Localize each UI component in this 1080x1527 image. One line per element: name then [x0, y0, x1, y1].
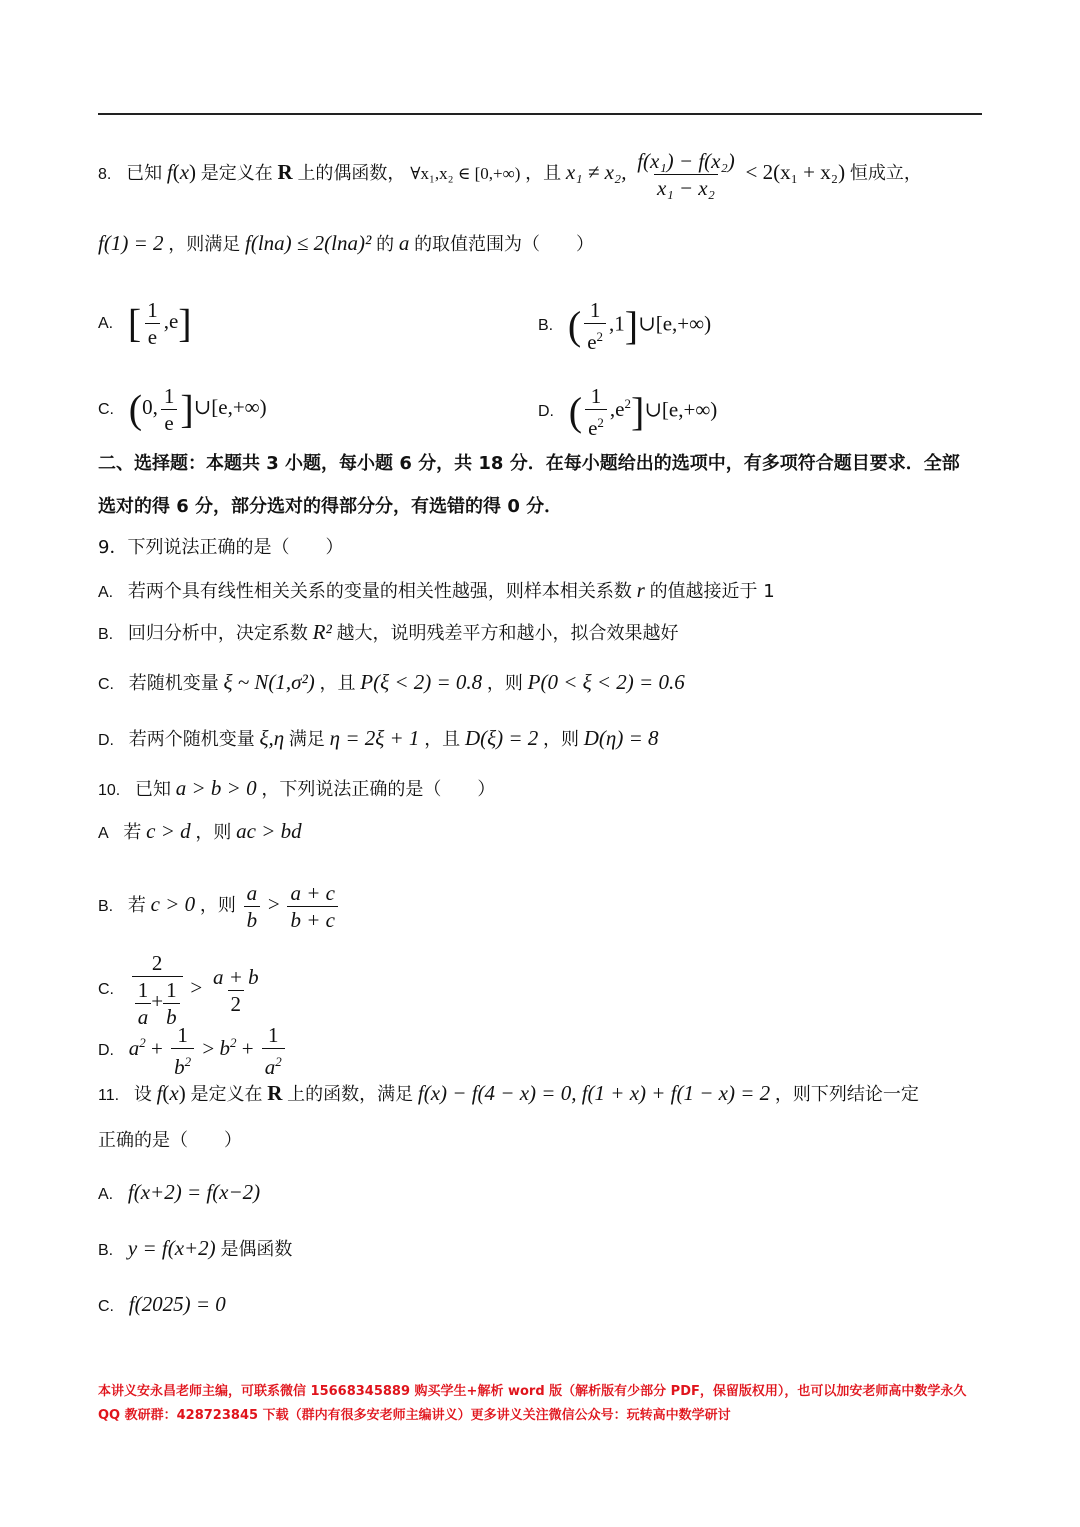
- q11-line1: 11. 设 f(x) 是定义在 R 上的函数，满足 f(x) − f(4 − x) = 0, f(1 + x) + f(1 − x) = 2 ，则下列结论一定: [98, 1081, 919, 1105]
- q11-option-b[interactable]: B. y = f(x+2) 是偶函数: [98, 1236, 293, 1260]
- section2-line2: 选对的得 6 分，部分选对的得部分分，有选错的得 0 分．: [98, 496, 563, 517]
- q9-option-a[interactable]: A. 若两个具有线性相关关系的变量的相关性越强，则样本相关系数 r 的值越接近于 1: [98, 578, 775, 602]
- q10-option-b[interactable]: B. 若 c > 0 ，则 $\frac{a}{b}$ > $\frac{a + c}{b + c}$: [98, 880, 982, 933]
- q10-option-c[interactable]: C. 2 $\frac{1}{a}$ + $\frac{1}{b}$ > $\frac{a + b}{2}$: [98, 951, 259, 1029]
- q8-line2: f(1) = 2 ，则满足 f(lna) ≤ 2(lna)² 的 a 的取值范围为（ ）: [98, 231, 595, 255]
- q8-option-a[interactable]: A. [ $\frac{1}{e}$ ,e]: [98, 298, 192, 349]
- q8-difference-quotient: $\frac{\text{f(x₁) − f(x₂)}}{\text{x₁ − x₂}}$: [637, 149, 735, 200]
- q9-option-d[interactable]: D. 若两个随机变量 ξ,η 满足 η = 2ξ + 1 ，且 D(ξ) = 2 ，则 D(η) = 8: [98, 726, 659, 750]
- q11-option-c[interactable]: C. f(2025) = 0: [98, 1292, 226, 1316]
- q8-option-d[interactable]: D. ( $\frac{1}{e^2}$ $,e^2]\cup[e,+\infty)$: [538, 384, 718, 440]
- q10-option-a[interactable]: A 若 c > d ，则 ac > bd: [98, 819, 302, 843]
- q9-option-c[interactable]: C. 若随机变量 ξ ~ N(1,σ²) ，且 P(ξ < 2) = 0.8 ，则 P(0 < ξ < 2) = 0.6: [98, 670, 685, 694]
- q9-option-b[interactable]: B. 回归分析中，决定系数 R² 越大，说明残差平方和越小，拟合效果越好: [98, 620, 679, 644]
- q8-option-c[interactable]: C. (0, $\frac{1}{e}$ ]∪[e,+∞): [98, 384, 267, 435]
- q8-forall: ∀x₁,x₂ ∈ [0,+∞): [410, 163, 521, 183]
- q8-line1: 8. 已知 f(x) 是定义在 R 上的偶函数， ∀x₁,x₂ ∈ [0,+∞) ，且 x₁ ≠ x₂, $\frac{\text{f(x₁) − f(x₂)}}{\text{x₁ − x₂}}$ < 2(x₁ + x₂) 恒成立，: [98, 149, 922, 200]
- q9-stem: 9．下列说法正确的是（ ）: [98, 537, 344, 558]
- section2-line1: 二、选择题：本题共 3 小题，每小题 6 分，共 18 分．在每小题给出的选项中，有多项符合题目要求．全部: [98, 453, 960, 474]
- q10-option-d[interactable]: D. $a^2$ + $\frac{1}{b^2}$ > $b^2$ + $\frac{1}{a^2}$: [98, 1022, 982, 1080]
- footer-notice: 本讲义安永昌老师主编，可联系微信 15668345889 购买学生+解析 word 版（解析版有少部分 PDF，保留版权用），也可以加安老师高中数学永久 QQ 教研群：428723845 下载（群内有很多安老师主编讲义）更多讲义关注微信公众号：玩转高中数学研讨: [98, 1384, 967, 1423]
- q10-stem: 10. 已知 a > b > 0 ，下列说法正确的是（ ）: [98, 776, 496, 800]
- q11-line2: 正确的是（ ）: [98, 1130, 242, 1151]
- q11-option-a[interactable]: A. f(x+2) = f(x−2): [98, 1180, 261, 1204]
- header-rule: [98, 113, 982, 115]
- q8-option-b[interactable]: B. ( $\frac{1}{e^2}$ ,1]∪[e,+∞): [538, 298, 712, 354]
- q8-number: 8.: [98, 165, 112, 183]
